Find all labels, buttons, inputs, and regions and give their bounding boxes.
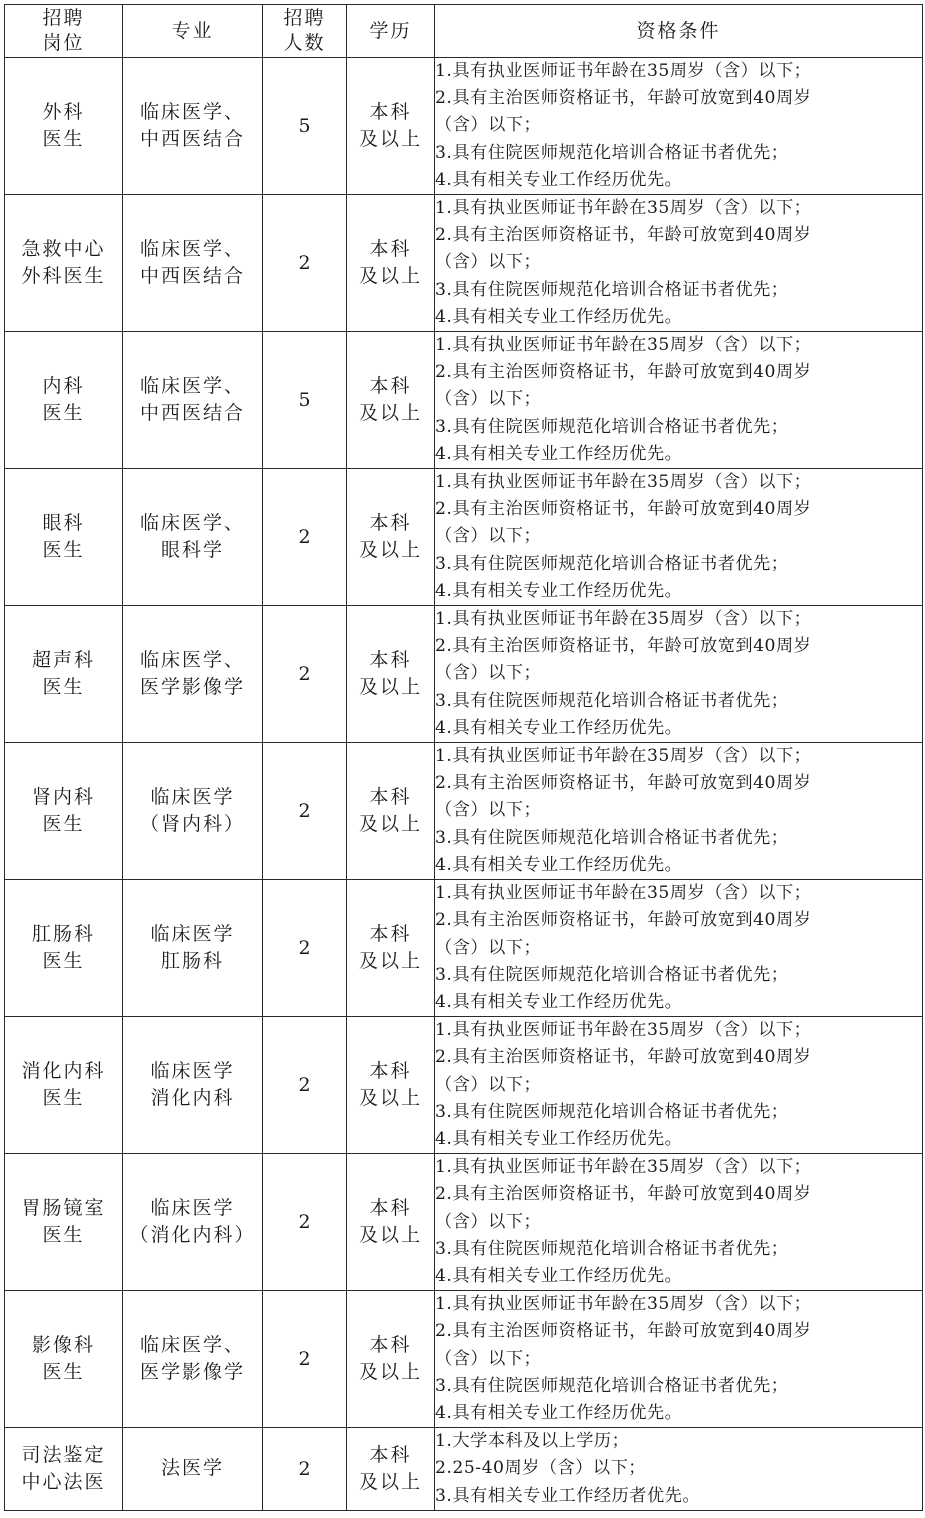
- education-line: 本科: [369, 101, 412, 123]
- cell-major: [123, 743, 263, 880]
- cell-education: [347, 195, 435, 332]
- education-line: 及以上: [358, 813, 422, 836]
- education-line: 及以上: [358, 539, 422, 562]
- recruitment-table: [4, 4, 923, 1511]
- requirement-line: 1.具有执业医师证书年龄在35周岁（含）以下；: [435, 1020, 812, 1041]
- cell-requirements: [435, 58, 923, 195]
- requirement-line: 3.具有住院医师规范化培训合格证书者优先；: [435, 1375, 789, 1396]
- cell-major: [123, 1291, 263, 1428]
- cell-education: [347, 58, 435, 195]
- table-row: [5, 743, 923, 880]
- education-line: 及以上: [358, 676, 422, 699]
- cell-major: [123, 1154, 263, 1291]
- position-line: 医生: [42, 1087, 85, 1110]
- position-line: 医生: [42, 676, 85, 699]
- education-line: 本科: [369, 1443, 412, 1466]
- position-line: 急救中心: [21, 238, 106, 261]
- requirement-line: 2.具有主治医师资格证书，年龄可放宽到40周岁: [435, 362, 812, 383]
- requirement-line: （含）以下；: [435, 800, 542, 821]
- cell-count: 2: [263, 1154, 347, 1291]
- major-line: （肾内科）: [139, 813, 245, 836]
- cell-requirements: [435, 743, 923, 880]
- table-body: [5, 58, 923, 1511]
- requirement-line: 3.具有住院医师规范化培训合格证书者优先；: [435, 279, 789, 300]
- education-line: 本科: [369, 1060, 412, 1083]
- requirement-line: 2.具有主治医师资格证书，年龄可放宽到40周岁: [435, 225, 812, 246]
- requirement-line: 4.具有相关专业工作经历优先。: [435, 306, 683, 327]
- education-line: 及以上: [358, 265, 422, 288]
- requirement-line: 4.具有相关专业工作经历优先。: [435, 1128, 683, 1149]
- cell-position: [5, 332, 123, 469]
- cell-position: [5, 1291, 123, 1428]
- requirement-line: （含）以下；: [435, 252, 542, 273]
- cell-position: [5, 743, 123, 880]
- position-line: 医生: [42, 1361, 85, 1384]
- major-line: 临床医学、: [139, 375, 245, 398]
- table-row: [5, 332, 923, 469]
- requirement-line: 2.具有主治医师资格证书，年龄可放宽到40周岁: [435, 1184, 812, 1205]
- table-row: [5, 58, 923, 195]
- cell-position: [5, 1428, 123, 1511]
- cell-education: [347, 743, 435, 880]
- cell-education: [347, 469, 435, 606]
- major-line: 中西医结合: [139, 128, 245, 150]
- requirement-line: 3.具有住院医师规范化培训合格证书者优先；: [435, 416, 789, 437]
- major-line: 法医学: [160, 1457, 224, 1480]
- requirement-line: （含）以下；: [435, 1074, 542, 1095]
- requirement-line: 3.具有住院医师规范化培训合格证书者优先；: [435, 827, 789, 848]
- requirement-line: 2.具有主治医师资格证书，年龄可放宽到40周岁: [435, 773, 812, 794]
- education-line: 及以上: [358, 1087, 422, 1110]
- cell-position: [5, 606, 123, 743]
- cell-count: 2: [263, 743, 347, 880]
- position-line: 医生: [42, 813, 85, 836]
- cell-position: [5, 1154, 123, 1291]
- position-line: 外科医生: [21, 265, 106, 288]
- table-row: [5, 880, 923, 1017]
- header-major: 专业: [123, 5, 263, 58]
- education-line: 本科: [369, 238, 412, 261]
- cell-count: 2: [263, 195, 347, 332]
- cell-education: [347, 880, 435, 1017]
- header-position: 招聘 岗位: [5, 5, 123, 58]
- major-line: （消化内科）: [129, 1224, 256, 1247]
- major-line: 临床医学、: [139, 512, 245, 535]
- position-line: 超声科: [31, 649, 95, 672]
- cell-major: [123, 1428, 263, 1511]
- requirement-line: （含）以下；: [435, 1348, 542, 1369]
- requirement-line: 1.具有执业医师证书年龄在35周岁（含）以下；: [435, 746, 812, 767]
- cell-major: [123, 880, 263, 1017]
- major-line: 临床医学: [150, 923, 235, 946]
- table-row: [5, 606, 923, 743]
- header-requirements: 资格条件: [435, 5, 923, 58]
- table-row: [5, 1428, 923, 1511]
- requirement-line: 2.具有主治医师资格证书，年龄可放宽到40周岁: [435, 499, 812, 520]
- major-line: 中西医结合: [139, 402, 245, 425]
- major-line: 临床医学、: [139, 649, 245, 672]
- cell-count: 5: [263, 58, 347, 195]
- major-line: 临床医学: [150, 786, 235, 809]
- education-line: 本科: [369, 786, 412, 809]
- cell-requirements: [435, 195, 923, 332]
- requirement-line: 3.具有住院医师规范化培训合格证书者优先；: [435, 142, 789, 163]
- cell-major: [123, 606, 263, 743]
- cell-count: 2: [263, 1291, 347, 1428]
- requirement-line: （含）以下；: [435, 1211, 542, 1232]
- position-line: 内科: [42, 375, 85, 398]
- requirement-line: 2.具有主治医师资格证书，年龄可放宽到40周岁: [435, 910, 812, 931]
- cell-count: 2: [263, 880, 347, 1017]
- position-line: 医生: [42, 1224, 85, 1247]
- requirement-line: 4.具有相关专业工作经历优先。: [435, 443, 683, 464]
- header-education: 学历: [347, 5, 435, 58]
- cell-major: [123, 1017, 263, 1154]
- requirement-line: 1.具有执业医师证书年龄在35周岁（含）以下；: [435, 1294, 812, 1315]
- cell-education: [347, 332, 435, 469]
- cell-position: [5, 195, 123, 332]
- education-line: 及以上: [358, 402, 422, 425]
- major-line: 消化内科: [150, 1087, 235, 1110]
- requirement-line: 2.具有主治医师资格证书，年龄可放宽到40周岁: [435, 88, 812, 109]
- position-line: 肛肠科: [31, 923, 95, 946]
- major-line: 中西医结合: [139, 265, 245, 288]
- education-line: 本科: [369, 512, 412, 535]
- requirement-line: 2.具有主治医师资格证书，年龄可放宽到40周岁: [435, 1321, 812, 1342]
- table-row: [5, 1154, 923, 1291]
- cell-major: [123, 58, 263, 195]
- requirement-line: 1.具有执业医师证书年龄在35周岁（含）以下；: [435, 1157, 812, 1178]
- requirement-line: 1.具有执业医师证书年龄在35周岁（含）以下；: [435, 61, 812, 81]
- requirement-line: 3.具有住院医师规范化培训合格证书者优先；: [435, 690, 789, 711]
- requirement-line: 3.具有住院医师规范化培训合格证书者优先；: [435, 1101, 789, 1122]
- table-row: [5, 1017, 923, 1154]
- requirement-line: 4.具有相关专业工作经历优先。: [435, 1402, 683, 1423]
- major-line: 眼科学: [160, 539, 224, 562]
- requirement-line: 4.具有相关专业工作经历优先。: [435, 1265, 683, 1286]
- education-line: 及以上: [358, 950, 422, 973]
- major-line: 临床医学、: [139, 238, 245, 261]
- cell-education: [347, 1017, 435, 1154]
- position-line: 肾内科: [31, 786, 95, 809]
- major-line: 临床医学: [150, 1060, 235, 1083]
- cell-position: [5, 469, 123, 606]
- cell-education: [347, 1154, 435, 1291]
- cell-major: [123, 195, 263, 332]
- cell-count: 5: [263, 332, 347, 469]
- cell-education: [347, 1428, 435, 1511]
- position-line: 消化内科: [21, 1060, 106, 1083]
- requirement-line: 3.具有住院医师规范化培训合格证书者优先；: [435, 964, 789, 985]
- requirement-line: 4.具有相关专业工作经历优先。: [435, 169, 683, 190]
- requirement-line: （含）以下；: [435, 526, 542, 547]
- education-line: 及以上: [358, 1224, 422, 1247]
- requirement-line: （含）以下；: [435, 937, 542, 958]
- cell-count: 2: [263, 469, 347, 606]
- requirement-line: （含）以下；: [435, 389, 542, 410]
- cell-position: [5, 1017, 123, 1154]
- education-line: 本科: [369, 375, 412, 398]
- position-line: 胃肠镜室: [21, 1197, 106, 1220]
- position-line: 眼科: [42, 512, 85, 535]
- major-line: 临床医学、: [139, 101, 245, 123]
- cell-education: [347, 1291, 435, 1428]
- cell-education: [347, 606, 435, 743]
- major-line: 医学影像学: [139, 676, 245, 699]
- cell-major: [123, 332, 263, 469]
- requirement-line: 1.具有执业医师证书年龄在35周岁（含）以下；: [435, 883, 812, 904]
- table-row: [5, 1291, 923, 1428]
- position-line: 外科: [42, 101, 85, 123]
- cell-requirements: [435, 469, 923, 606]
- cell-requirements: [435, 332, 923, 469]
- cell-count: 2: [263, 606, 347, 743]
- education-line: 及以上: [358, 1361, 422, 1384]
- cell-requirements: [435, 606, 923, 743]
- requirement-line: 1.具有执业医师证书年龄在35周岁（含）以下；: [435, 472, 812, 493]
- table-row: [5, 469, 923, 606]
- requirement-line: 3.具有相关专业工作经历者优先。: [435, 1485, 701, 1506]
- education-line: 本科: [369, 1197, 412, 1220]
- requirement-line: 4.具有相关专业工作经历优先。: [435, 717, 683, 738]
- education-line: 本科: [369, 649, 412, 672]
- requirement-line: 3.具有住院医师规范化培训合格证书者优先；: [435, 553, 789, 574]
- major-line: 医学影像学: [139, 1361, 245, 1384]
- cell-position: [5, 58, 123, 195]
- header-count: 招聘 人数: [263, 5, 347, 58]
- cell-requirements: [435, 880, 923, 1017]
- requirement-line: 2.25-40周岁（含）以下；: [435, 1458, 646, 1479]
- position-line: 中心法医: [21, 1470, 106, 1493]
- cell-requirements: [435, 1291, 923, 1428]
- education-line: 及以上: [358, 1470, 422, 1493]
- cell-count: 2: [263, 1017, 347, 1154]
- position-line: 影像科: [31, 1334, 95, 1357]
- position-line: 司法鉴定: [21, 1443, 106, 1466]
- position-line: 医生: [42, 950, 85, 973]
- position-line: 医生: [42, 539, 85, 562]
- major-line: 临床医学、: [139, 1334, 245, 1357]
- requirement-line: 4.具有相关专业工作经历优先。: [435, 991, 683, 1012]
- education-line: 本科: [369, 923, 412, 946]
- requirement-line: 1.具有执业医师证书年龄在35周岁（含）以下；: [435, 609, 812, 630]
- cell-count: 2: [263, 1428, 347, 1511]
- cell-requirements: [435, 1017, 923, 1154]
- education-line: 及以上: [358, 128, 422, 150]
- cell-major: [123, 469, 263, 606]
- education-line: 本科: [369, 1334, 412, 1357]
- major-line: 临床医学: [150, 1197, 235, 1220]
- requirement-line: 3.具有住院医师规范化培训合格证书者优先；: [435, 1238, 789, 1259]
- requirement-line: 1.大学本科及以上学历；: [435, 1431, 630, 1452]
- cell-requirements: [435, 1428, 923, 1511]
- requirement-line: 1.具有执业医师证书年龄在35周岁（含）以下；: [435, 198, 812, 219]
- requirement-line: 4.具有相关专业工作经历优先。: [435, 854, 683, 875]
- requirement-line: （含）以下；: [435, 115, 542, 136]
- requirement-line: 2.具有主治医师资格证书，年龄可放宽到40周岁: [435, 1047, 812, 1068]
- cell-position: [5, 880, 123, 1017]
- position-line: 医生: [42, 402, 85, 425]
- requirement-line: 1.具有执业医师证书年龄在35周岁（含）以下；: [435, 335, 812, 356]
- requirement-line: 2.具有主治医师资格证书，年龄可放宽到40周岁: [435, 636, 812, 657]
- cell-requirements: [435, 1154, 923, 1291]
- header-row: [5, 5, 923, 58]
- major-line: 肛肠科: [160, 950, 224, 973]
- requirement-line: 4.具有相关专业工作经历优先。: [435, 580, 683, 601]
- table-row: [5, 195, 923, 332]
- position-line: 医生: [42, 128, 85, 150]
- requirement-line: （含）以下；: [435, 663, 542, 684]
